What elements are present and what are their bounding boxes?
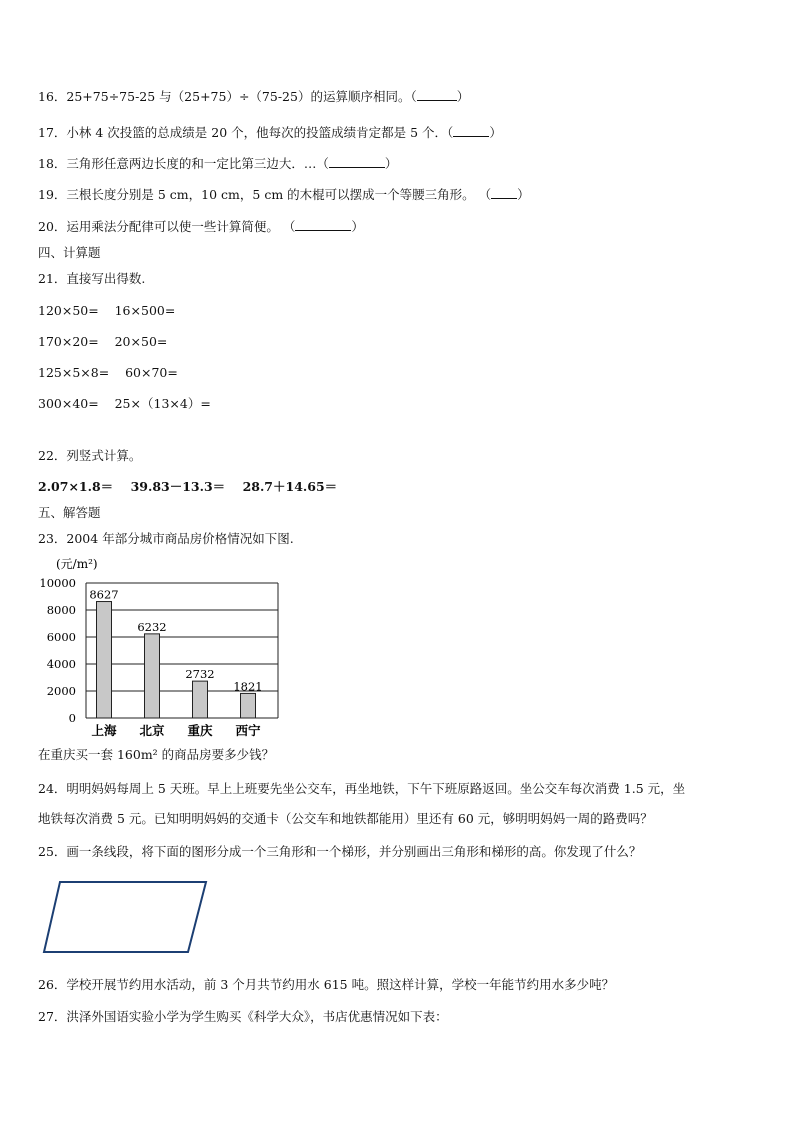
section-heading-solve: 五、解答题 [38,505,101,520]
question-23-ask: 在重庆买一套 160m² 的商品房要多少钱？ [38,747,275,762]
bar [193,681,208,718]
data-label: 6232 [137,619,167,634]
question-20: 20．运用乘法分配律可以使一些计算简便。 （ ） [38,219,364,234]
y-tick-label: 4000 [46,657,76,671]
y-tick-label: 8000 [46,603,76,617]
answer-blank[interactable] [453,124,489,137]
data-label: 1821 [233,679,263,694]
bar [97,602,112,718]
y-tick-label: 2000 [46,684,76,698]
question-16: 16．25+75÷75-25 与（25+75）÷（75-25）的运算顺序相同。（ ） [38,89,470,104]
question-19: 19．三根长度分别是 5 cm，10 cm，5 cm 的木棍可以摆成一个等腰三角形。 （ ） [38,187,530,202]
chart-bars [89,588,262,718]
answer-blank[interactable] [329,155,385,168]
question-24-line1: 24．明明妈妈每周上 5 天班。早上上班要先坐公交车，再坐地铁，下午下班原路返回。坐公交车每次消费 1.5 元，坐 [38,781,686,796]
x-tick-label: 北京 [139,723,165,738]
y-ticks [39,576,76,725]
x-ticks [91,723,261,738]
section-heading-calc: 四、计算题 [38,245,101,260]
x-tick-label: 上海 [91,723,117,738]
parallelogram-shape [44,882,206,952]
question-18: 18．三角形任意两边长度的和一定比第三边大．…（ ） [38,156,398,171]
question-26: 26．学校开展节约用水活动，前 3 个月共节约用水 615 吨。照这样计算，学校一年能节约用水多少吨？ [38,977,615,992]
bar-chart [36,552,286,740]
y-axis-label: (元/m²) [56,557,98,571]
vertical-calc-row: 2.07×1.8＝ 39.83－13.3＝ 28.7＋14.65＝ [38,479,338,494]
question-22: 22．列竖式计算。 [38,448,142,463]
y-tick-label: 10000 [39,576,76,590]
question-21: 21．直接写出得数. [38,271,146,286]
parallelogram-figure [38,878,210,958]
calc-row: 170×20= 20×50= [38,334,168,349]
question-27: 27．洪泽外国语实验小学为学生购买《科学大众》，书店优惠情况如下表： [38,1009,448,1024]
bar [145,634,160,718]
answer-blank[interactable] [491,186,517,199]
calc-row: 300×40= 25×（13×4）= [38,396,211,411]
calc-row: 125×5×8= 60×70= [38,365,178,380]
x-tick-label: 西宁 [235,723,261,738]
question-25: 25．画一条线段，将下面的图形分成一个三角形和一个梯形，并分别画出三角形和梯形的高。你发现了什么？ [38,844,642,859]
question-23: 23．2004 年部分城市商品房价格情况如下图. [38,531,294,546]
y-tick-label: 0 [68,711,76,725]
answer-blank[interactable] [417,88,457,101]
answer-blank[interactable] [295,218,351,231]
data-label: 2732 [185,667,215,682]
y-tick-label: 6000 [46,630,76,644]
question-17: 17．小林 4 次投篮的总成绩是 20 个，他每次的投篮成绩肯定都是 5 个．（ ） [38,125,502,140]
bar [241,693,256,718]
data-label: 8627 [89,587,119,602]
x-tick-label: 重庆 [187,723,213,738]
question-24-line2: 地铁每次消费 5 元。已知明明妈妈的交通卡（公交车和地铁都能用）里还有 60 元，够明明妈妈一周的路费吗？ [38,811,653,826]
calc-row: 120×50= 16×500= [38,303,176,318]
